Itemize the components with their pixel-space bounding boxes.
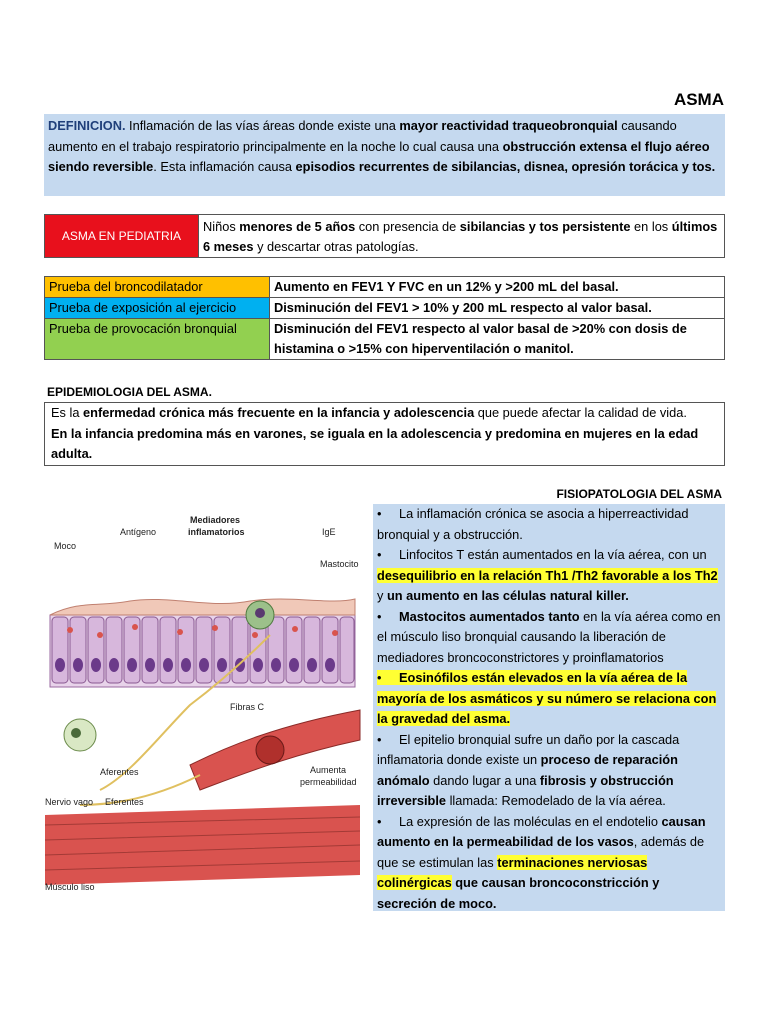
prueba-value: Disminución del FEV1 > 10% y 200 mL respecto al valor basal. [270,298,725,319]
definition-label: DEFINICION. [48,118,126,133]
table-row [45,319,725,360]
list-item: • Eosinófilos están elevados en la vía aérea de la mayoría de los asmáticos y su número se relaciona con la gravedad del asma. [377,670,717,726]
airway-illustration [40,505,365,915]
smooth-muscle [45,805,360,885]
pediatria-text: Niños menores de 5 años con presencia de sibilancias y tos persistente en los últimos 6 meses y descartar otras patologías. [203,219,718,254]
label-moco: Moco [54,541,77,551]
prueba-value: Disminución del FEV1 respecto al valor basal de >20% con dosis de histamina o >15% con hiperventilación o manitol. [270,319,725,360]
label-nervio-vago: Nervio vago [45,797,94,807]
list-item: • Linfocitos T están aumentados en la vía aérea, con un desequilibrio en la relación Th1 /Th2 favorable a los Th2 y un aumento en las células natural killer. [377,547,718,603]
definition-emph: obstrucción extensa el flujo aéreo siendo reversible [48,138,710,174]
epidemiologia-box: Es la enfermedad crónica más frecuente en la infancia y adolescencia que puede afectar la calidad de vida. En la infancia predomina más en varones, se iguala en la adolescencia y predomina en mujeres en la edad adulta. [44,402,725,466]
fisiopatologia-heading: FISIOPATOLOGIA DEL ASMA [556,487,722,501]
pediatria-box [44,214,725,258]
label-fibras-c: Fibras C [230,702,265,712]
definition-text: . Esta inflamación causa [153,159,296,174]
label-antigeno: Antígeno [120,527,157,537]
definition-box [44,114,725,196]
table-row [45,277,725,298]
label-mediadores: Mediadores [190,515,241,525]
label-eferentes: Eferentes [105,797,144,807]
label-inflamatorios: inflamatorios [188,527,245,537]
definition-text: causando aumento en el trabajo respiratorio principalmente en la noche lo cual causa una [48,118,677,154]
label-aferentes: Aferentes [100,767,139,777]
page-title: ASMA [673,90,724,109]
epithelial-cells [52,617,354,683]
prueba-name: Prueba del broncodilatador [45,277,270,298]
fisiopatologia-box [373,504,725,911]
vessel-cross-section [256,736,284,764]
table-row [45,298,725,319]
label-mastocito: Mastocito [320,559,359,569]
prueba-value: Aumento en FEV1 Y FVC en un 12% y >200 mL del basal. [270,277,725,298]
pediatria-label: ASMA EN PEDIATRIA [45,215,199,257]
label-permeabilidad: permeabilidad [300,777,357,787]
definition-emph: mayor reactividad traqueobronquial [399,118,618,133]
label-musculo-liso: Músculo liso [45,882,95,892]
pruebas-table [44,276,725,360]
list-item: • La expresión de las moléculas en el endotelio causan aumento en la permeabilidad de los vasos, además de que se estimulan las terminaciones nerviosas colinérgicas que causan broncoconstricción y secreción de moco. [377,813,706,911]
epidemiologia-emph: En la infancia predomina más en varones, se iguala en la adolescencia y predomina en mujeres en la edad adulta. [51,425,699,461]
prueba-name: Prueba de exposición al ejercicio [45,298,270,319]
list-item: • El epitelio bronquial sufre un daño por la cascada inflamatoria donde existe un proceso de reparación anómalo dando lugar a una fibrosis y obstrucción irreversible llamada: Remodelado de la vía aérea. [377,731,680,808]
label-ige: IgE [322,527,336,537]
definition-text: Inflamación de las vías áreas donde existe una [125,118,400,133]
label-aumenta: Aumenta [310,765,347,775]
prueba-name: Prueba de provocación bronquial [45,319,270,360]
definition-emph: episodios recurrentes de sibilancias, disnea, opresión torácica y tos. [295,159,716,174]
epidemiologia-heading: EPIDEMIOLOGIA DEL ASMA. [47,385,212,399]
list-item: • La inflamación crónica se asocia a hiperreactividad bronquial y a obstrucción. [377,506,689,542]
list-item: • Mastocitos aumentados tanto en la vía aérea como en el músculo liso bronquial causando la liberación de mediadores broncoconstrictores y proinflamatorios [377,608,721,665]
